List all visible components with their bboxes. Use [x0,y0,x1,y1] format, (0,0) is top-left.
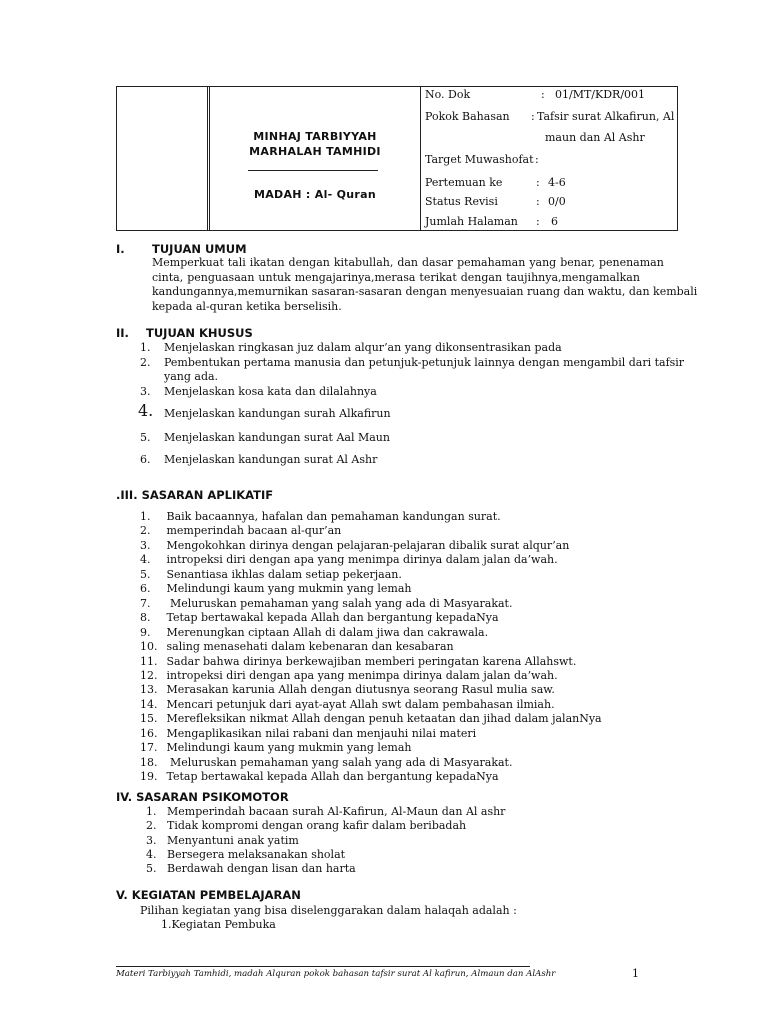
paragraph-line: kepada al-quran ketika berselisih. [152,300,342,313]
section-heading-kegiatan-pembelajaran: V. KEGIATAN PEMBELAJARAN [116,888,301,902]
meta-sep: : [531,110,535,123]
list-number: 12. [140,669,158,682]
logo-cell [117,87,208,230]
list-number: 2. [140,524,151,537]
list-item: Menjelaskan kandungan surat Al Ashr [164,453,378,466]
document-title-line2: MARHALAH TAMHIDI [249,145,381,158]
meta-value-status-revisi: 0/0 [548,195,566,208]
title-cell [210,87,421,230]
list-number: 3. [140,539,151,552]
list-item: Meluruskan pemahaman yang salah yang ada di Masyarakat. [163,756,513,769]
section-heading-sasaran-aplikatif: .III. SASARAN APLIKATIF [116,488,274,502]
list-number: 6. [140,453,151,466]
list-item: Merenungkan ciptaan Allah di dalam jiwa dan cakrawala. [163,626,489,639]
document-title-line1: MINHAJ TARBIYYAH [253,130,377,143]
list-item: Menjelaskan kosa kata dan dilalahnya [164,385,377,398]
paragraph-line: Memperkuat tali ikatan dengan kitabullah, dan dasar pemahaman yang benar, penenaman [152,256,664,269]
document-header-table [116,86,678,231]
list-number: 19. [140,770,158,783]
page-number: 1 [632,967,639,980]
list-item: Merasakan karunia Allah dengan diutusnya seorang Rasul mulia saw. [163,683,555,696]
section-intro: Pilihan kegiatan yang bisa diselenggarakan dalam halaqah adalah : [140,904,517,917]
list-item: intropeksi diri dengan apa yang menimpa dirinya dalam jalan da’wah. [163,669,558,682]
meta-value-pokok-bahasan: Tafsir surat Alkafirun, Al [537,110,675,123]
list-item: Menyantuni anak yatim [167,834,299,847]
list-number: 3. [140,385,151,398]
footer-divider [116,966,530,967]
list-item: Merefleksikan nikmat Allah dengan penuh ketaatan dan jihad dalam jalanNya [163,712,602,725]
list-number: 13. [140,683,158,696]
list-number: 4. [146,848,157,861]
list-number: 11. [140,655,158,668]
list-number: 5. [140,431,151,444]
list-number: 2. [146,819,157,832]
meta-label-target-muwashofat: Target Muwashofat [425,153,534,166]
list-number: 3. [146,834,157,847]
list-number: 4. [140,553,151,566]
list-number: 7. [140,597,151,610]
list-item: intropeksi diri dengan apa yang menimpa dirinya dalam jalan da’wah. [163,553,558,566]
meta-label-jumlah-halaman: Jumlah Halaman [425,215,518,228]
title-divider [248,170,378,171]
section-heading-tujuan-umum: TUJUAN UMUM [152,242,247,256]
list-item: Tetap bertawakal kepada Allah dan bergantung kepadaNya [163,611,499,624]
meta-label-pokok-bahasan: Pokok Bahasan [425,110,510,123]
list-item: memperindah bacaan al-qur’an [163,524,342,537]
list-item-cont: yang ada. [164,370,219,383]
list-item: Meluruskan pemahaman yang salah yang ada di Masyarakat. [163,597,513,610]
list-number: 10. [140,640,158,653]
list-item: Berdawah dengan lisan dan harta [167,862,356,875]
list-number: 16. [140,727,158,740]
meta-value-pokok-bahasan-cont: maun dan Al Ashr [545,131,645,144]
list-item: Melindungi kaum yang mukmin yang lemah [163,582,412,595]
document-meta-cell [421,87,677,230]
meta-sep: : [536,215,540,228]
list-number: 5. [146,862,157,875]
madah-label: MADAH : Al- Quran [253,188,376,201]
meta-value-pertemuan: 4-6 [548,176,566,189]
list-number: 1. [140,341,151,354]
list-number: 2. [140,356,151,369]
list-item: Mengokohkan dirinya dengan pelajaran-pelajaran dibalik surat alqur’an [163,539,570,552]
list-number: 4. [138,401,154,420]
list-number: 1. [140,510,151,523]
list-item: Melindungi kaum yang mukmin yang lemah [163,741,412,754]
meta-sep: : [535,153,539,166]
meta-label-pertemuan: Pertemuan ke [425,176,503,189]
meta-label-status-revisi: Status Revisi [425,195,498,208]
paragraph-line: cinta, penguasaan untuk mengajarinya,merasa terikat dengan taujihnya,mengamalkan [152,271,640,284]
list-item: Mengaplikasikan nilai rabani dan menjauhi nilai materi [163,727,477,740]
meta-value-jumlah-halaman: 6 [551,215,558,228]
list-item: saling menasehati dalam kebenaran dan kesabaran [163,640,454,653]
section-number: II. [116,326,129,340]
footer-text: Materi Tarbiyyah Tamhidi, madah Alquran pokok bahasan tafsir surat Al kafirun, Almaun dan AlAshr [116,969,556,979]
list-item: Bersegera melaksanakan sholat [167,848,346,861]
list-item: Pembentukan pertama manusia dan petunjuk-petunjuk lainnya dengan mengambil dari tafsir [164,356,685,369]
list-item: Menjelaskan ringkasan juz dalam alqur’an yang dikonsentrasikan pada [164,341,562,354]
sub-item: 1.Kegiatan Pembuka [161,918,276,931]
list-number: 1. [146,805,157,818]
meta-value-no-dok: 01/MT/KDR/001 [555,88,646,101]
section-number: I. [116,242,125,256]
list-item: Tetap bertawakal kepada Allah dan bergantung kepadaNya [163,770,499,783]
meta-label-no-dok: No. Dok [425,88,471,101]
list-number: 18. [140,756,158,769]
list-number: 14. [140,698,158,711]
list-number: 17. [140,741,158,754]
meta-sep: : [541,88,545,101]
list-number: 6. [140,582,151,595]
list-number: 5. [140,568,151,581]
meta-sep: : [536,195,540,208]
list-number: 9. [140,626,151,639]
list-item: Menjelaskan kandungan surat Aal Maun [164,431,390,444]
list-item: Menjelaskan kandungan surah Alkafirun [164,407,391,420]
list-number: 8. [140,611,151,624]
list-item: Senantiasa ikhlas dalam setiap pekerjaan. [163,568,402,581]
section-heading-sasaran-psikomotor: IV. SASARAN PSIKOMOTOR [116,790,289,804]
list-item: Mencari petunjuk dari ayat-ayat Allah swt dalam pembahasan ilmiah. [163,698,555,711]
list-item: Sadar bahwa dirinya berkewajiban memberi peringatan karena Allahswt. [163,655,577,668]
paragraph-line: kandungannya,memurnikan sasaran-sasaran dengan menyesuaian ruang dan waktu, dan kembali [152,285,698,298]
list-item: Tidak kompromi dengan orang kafir dalam beribadah [167,819,467,832]
list-item: Memperindah bacaan surah Al-Kafirun, Al-Maun dan Al ashr [167,805,506,818]
section-heading-tujuan-khusus: TUJUAN KHUSUS [146,326,253,340]
meta-sep: : [536,176,540,189]
list-item: Baik bacaannya, hafalan dan pemahaman kandungan surat. [163,510,501,523]
list-number: 15. [140,712,158,725]
